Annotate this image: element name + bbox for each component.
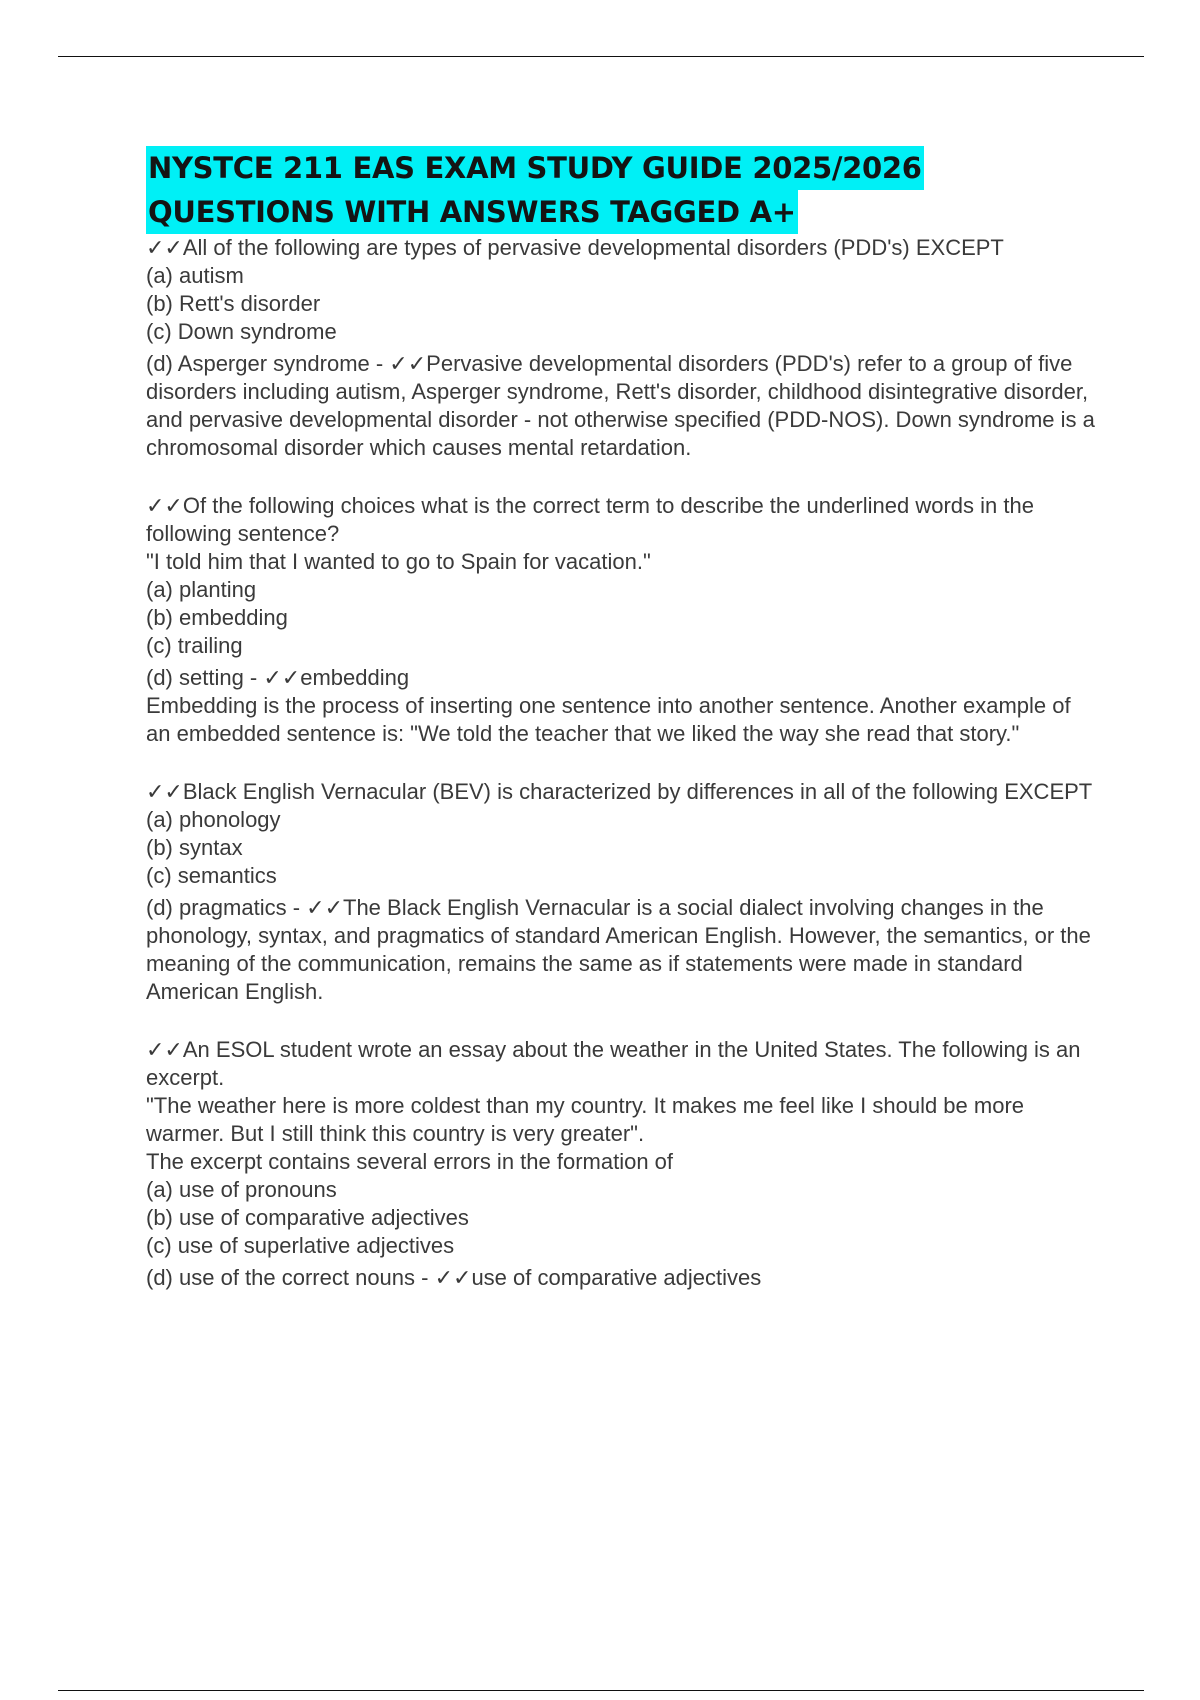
title-line-2: QUESTIONS WITH ANSWERS TAGGED A+	[146, 190, 798, 234]
document-body	[146, 146, 1096, 1292]
question-prompt: The excerpt contains several errors in the formation of	[146, 1149, 674, 1174]
option-c: (c) trailing	[146, 633, 243, 658]
question-2	[146, 492, 1096, 748]
question-quote: "I told him that I wanted to go to Spain for vacation."	[146, 549, 651, 574]
option-a: (a) planting	[146, 577, 257, 602]
option-c: (c) use of superlative adjectives	[146, 1233, 455, 1258]
question-quote: "The weather here is more coldest than my country. It makes me feel like I should be more warmer. But I still think this country is very greater".	[146, 1093, 1025, 1146]
option-a: (a) autism	[146, 263, 244, 288]
question-text: ✓✓Black English Vernacular (BEV) is characterized by differences in all of the following EXCEPT	[146, 779, 1093, 804]
question-text: ✓✓All of the following are types of pervasive developmental disorders (PDD's) EXCEPT	[146, 235, 1004, 260]
explanation-text: Embedding is the process of inserting one sentence into another sentence. Another example of an embedded sentence is: "We told the teacher that we liked the way she read that story."	[146, 693, 1071, 746]
question-text: ✓✓Of the following choices what is the correct term to describe the underlined words in the following sentence?	[146, 493, 1034, 546]
option-b: (b) syntax	[146, 835, 243, 860]
option-b: (b) Rett's disorder	[146, 291, 321, 316]
footer-rule	[58, 1690, 1144, 1691]
option-c: (c) semantics	[146, 863, 277, 888]
option-c: (c) Down syndrome	[146, 319, 337, 344]
option-a: (a) use of pronouns	[146, 1177, 337, 1202]
answer-text: (d) pragmatics - ✓✓The Black English Vernacular is a social dialect involving changes in the phonology, syntax, and pragmatics of standard American English. However, the semantics, or the meaning of the communication, remains the same as if statements were made in standard American English.	[146, 895, 1091, 1004]
question-4	[146, 1036, 1096, 1292]
document-title	[146, 146, 1096, 234]
answer-text: (d) Asperger syndrome - ✓✓Pervasive developmental disorders (PDD's) refer to a group of five disorders including autism, Asperger syndrome, Rett's disorder, childhood disintegrative disorder, and pervasive developmental disorder - not otherwise specified (PDD-NOS). Down syndrome is a chromosomal disorder which causes mental retardation.	[146, 351, 1095, 460]
question-3	[146, 778, 1096, 1006]
title-line-1: NYSTCE 211 EAS EXAM STUDY GUIDE 2025/2026	[146, 146, 924, 190]
answer-text: (d) use of the correct nouns - ✓✓use of comparative adjectives	[146, 1265, 762, 1290]
option-b: (b) embedding	[146, 605, 288, 630]
answer-text: (d) setting - ✓✓embedding	[146, 665, 410, 690]
question-text: ✓✓An ESOL student wrote an essay about the weather in the United States. The following is an excerpt.	[146, 1037, 1081, 1090]
question-1	[146, 234, 1096, 462]
header-rule	[58, 56, 1144, 57]
option-b: (b) use of comparative adjectives	[146, 1205, 469, 1230]
option-a: (a) phonology	[146, 807, 281, 832]
